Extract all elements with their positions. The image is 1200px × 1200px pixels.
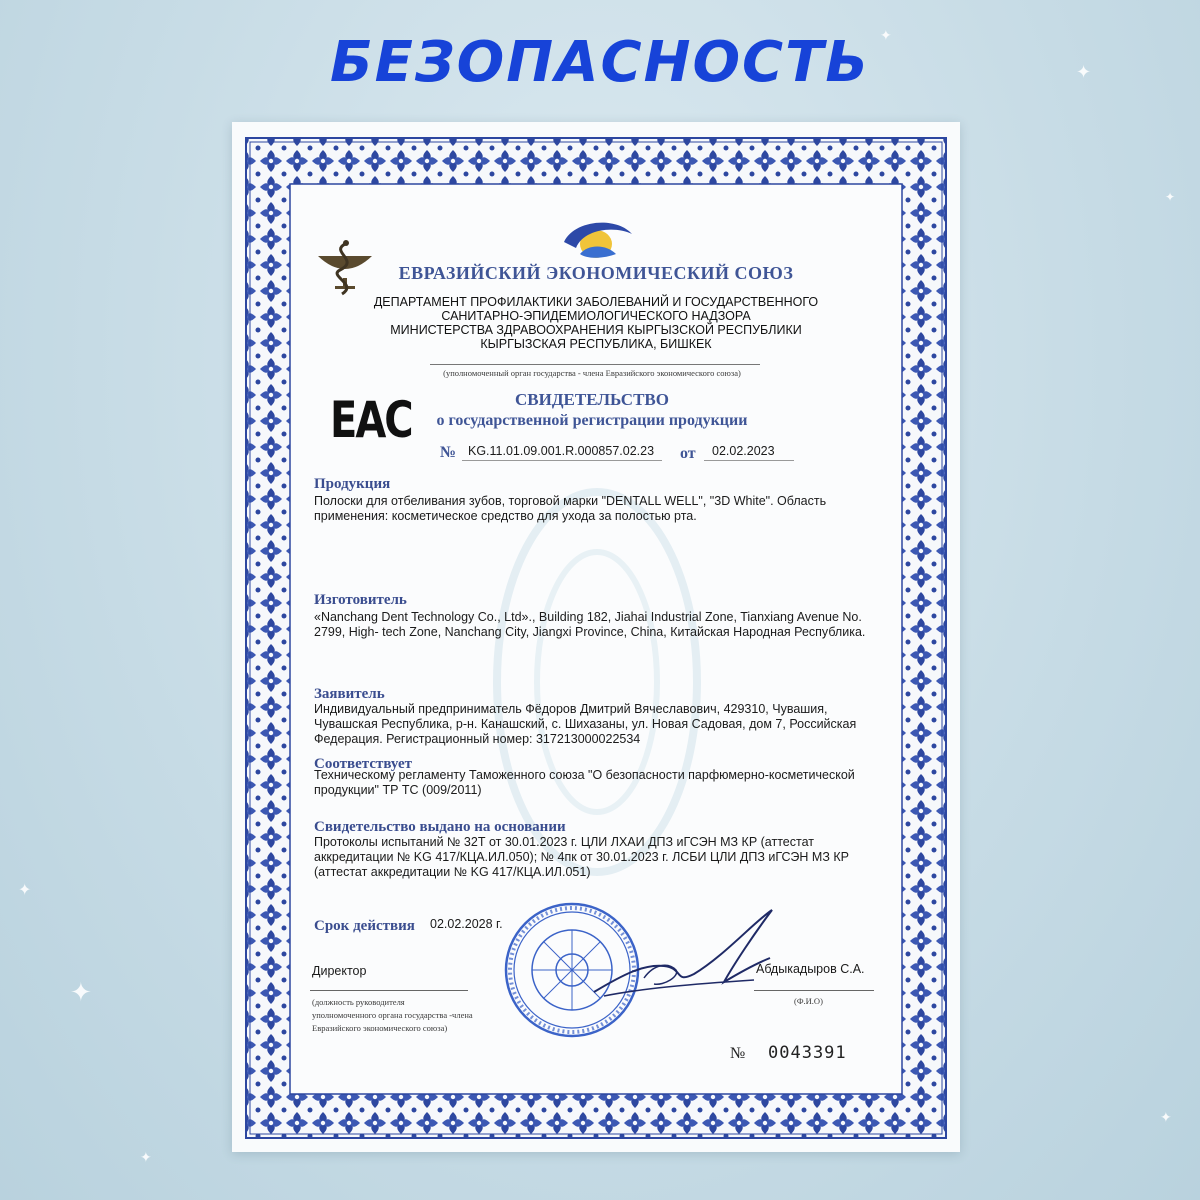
applicant-heading: Заявитель bbox=[314, 686, 385, 702]
basis-text bbox=[314, 835, 904, 880]
certificate-subtitle: о государственной регистрации продукции bbox=[436, 412, 748, 429]
position-note bbox=[312, 996, 473, 1035]
position-note-line: (должность руководителя bbox=[312, 997, 405, 1007]
basis-line: (аттестат аккредитации № KG 417/КЦА.ИЛ.051) bbox=[314, 865, 591, 879]
applicant-text bbox=[314, 702, 904, 747]
department-block bbox=[292, 295, 900, 351]
certificate-sheet bbox=[232, 122, 960, 1152]
department-line: ДЕПАРТАМЕНТ ПРОФИЛАКТИКИ ЗАБОЛЕВАНИЙ И ГОСУДАРСТВЕННОГО bbox=[373, 295, 819, 309]
director-label: Директор bbox=[312, 964, 367, 978]
divider bbox=[704, 460, 794, 461]
product-text bbox=[314, 494, 894, 524]
director-name: Абдыкадыров С.А. bbox=[756, 962, 865, 976]
sparkle-icon: ✦ bbox=[140, 1150, 152, 1166]
eaeu-logo-icon bbox=[554, 214, 638, 260]
sparkle-icon: ✦ bbox=[18, 880, 32, 899]
number-label: № bbox=[440, 444, 457, 461]
sparkle-icon: ✦ bbox=[1160, 1110, 1172, 1126]
validity-date: 02.02.2028 г. bbox=[430, 917, 503, 931]
position-note-line: Евразийского экономического союза) bbox=[312, 1023, 448, 1033]
basis-line: Протоколы испытаний № 32Т от 30.01.2023 г. ЦЛИ ЛХАИ ДПЗ иГСЭН МЗ КР (аттестат bbox=[314, 835, 814, 849]
product-line: Полоски для отбеливания зубов, торговой марки "DENTALL WELL", "3D White". Область bbox=[314, 494, 827, 508]
serial-label: № bbox=[730, 1045, 746, 1062]
certificate bbox=[232, 122, 960, 1152]
page-headline: БЕЗОПАСНОСТЬ bbox=[329, 30, 871, 95]
certificate-title: СВИДЕТЕЛЬСТВО bbox=[515, 390, 669, 409]
manufacturer-line: «Nanchang Dent Technology Co., Ltd»., Building 182, Jiahai Industrial Zone, Tianxiang Avenue No. bbox=[314, 610, 862, 624]
manufacturer-line: 2799, High- tech Zone, Nanchang City, Jiangxi Province, China, Китайская Народная Республика. bbox=[314, 625, 866, 639]
conforms-text bbox=[314, 768, 904, 798]
fio-note: (Ф.И.О) bbox=[794, 996, 823, 1006]
position-note-line: уполномоченного органа государства -члена bbox=[312, 1010, 473, 1020]
serial-number: 0043391 bbox=[768, 1043, 847, 1063]
divider bbox=[462, 460, 662, 461]
sparkle-icon: ✦ bbox=[1076, 62, 1092, 83]
conforms-heading: Соответствует bbox=[314, 756, 412, 772]
eac-mark: EAC bbox=[330, 392, 412, 450]
divider bbox=[430, 364, 760, 365]
department-line: МИНИСТЕРСТВА ЗДРАВООХРАНЕНИЯ КЫРГЫЗСКОЙ РЕСПУБЛИКИ bbox=[390, 323, 802, 337]
sparkle-icon: ✦ bbox=[880, 28, 892, 44]
basis-heading: Свидетельство выдано на основании bbox=[314, 819, 566, 835]
sparkle-icon: ✦ bbox=[1165, 190, 1176, 204]
conforms-line: продукции" ТР ТС (009/2011) bbox=[314, 783, 482, 797]
basis-line: аккредитации № KG 417/КЦА.ИЛ.050); № 4пк от 30.01.2023 г. ЛСБИ ЦЛИ ДПЗ иГСЭН МЗ КР bbox=[314, 850, 849, 864]
divider bbox=[310, 990, 468, 991]
department-line: КЫРГЫЗСКАЯ РЕСПУБЛИКА, БИШКЕК bbox=[480, 337, 712, 351]
department-line: САНИТАРНО-ЭПИДЕМИОЛОГИЧЕСКОГО НАДЗОРА bbox=[441, 309, 751, 323]
manufacturer-text bbox=[314, 610, 904, 640]
applicant-line: Федерация. Регистрационный номер: 317213000022534 bbox=[314, 732, 641, 746]
sparkle-icon: ✦ bbox=[70, 978, 92, 1008]
applicant-line: Индивидуальный предприниматель Фёдоров Дмитрий Вячеславович, 429310, Чувашия, bbox=[314, 702, 828, 716]
date-label: от bbox=[680, 445, 696, 462]
authority-note: (уполномоченный орган государства - члена Евразийского экономического союза) bbox=[443, 368, 741, 378]
manufacturer-heading: Изготовитель bbox=[314, 592, 407, 608]
registration-date: 02.02.2023 bbox=[712, 444, 775, 458]
signature-icon bbox=[584, 904, 784, 1004]
registration-number: KG.11.01.09.001.R.000857.02.23 bbox=[468, 444, 655, 458]
union-name: ЕВРАЗИЙСКИЙ ЭКОНОМИЧЕСКИЙ СОЮЗ bbox=[398, 263, 794, 283]
conforms-line: Техническому регламенту Таможенного союза "О безопасности парфюмерно-косметической bbox=[314, 768, 855, 782]
product-heading: Продукция bbox=[314, 476, 391, 492]
product-line: применения: косметическое средство для ухода за полостью рта. bbox=[314, 509, 697, 523]
validity-heading: Срок действия bbox=[314, 918, 415, 934]
applicant-line: Чувашская Республика, р-н. Канашский, с. Шихазаны, ул. Новая Садовая, дом 7, Российская bbox=[314, 717, 857, 731]
